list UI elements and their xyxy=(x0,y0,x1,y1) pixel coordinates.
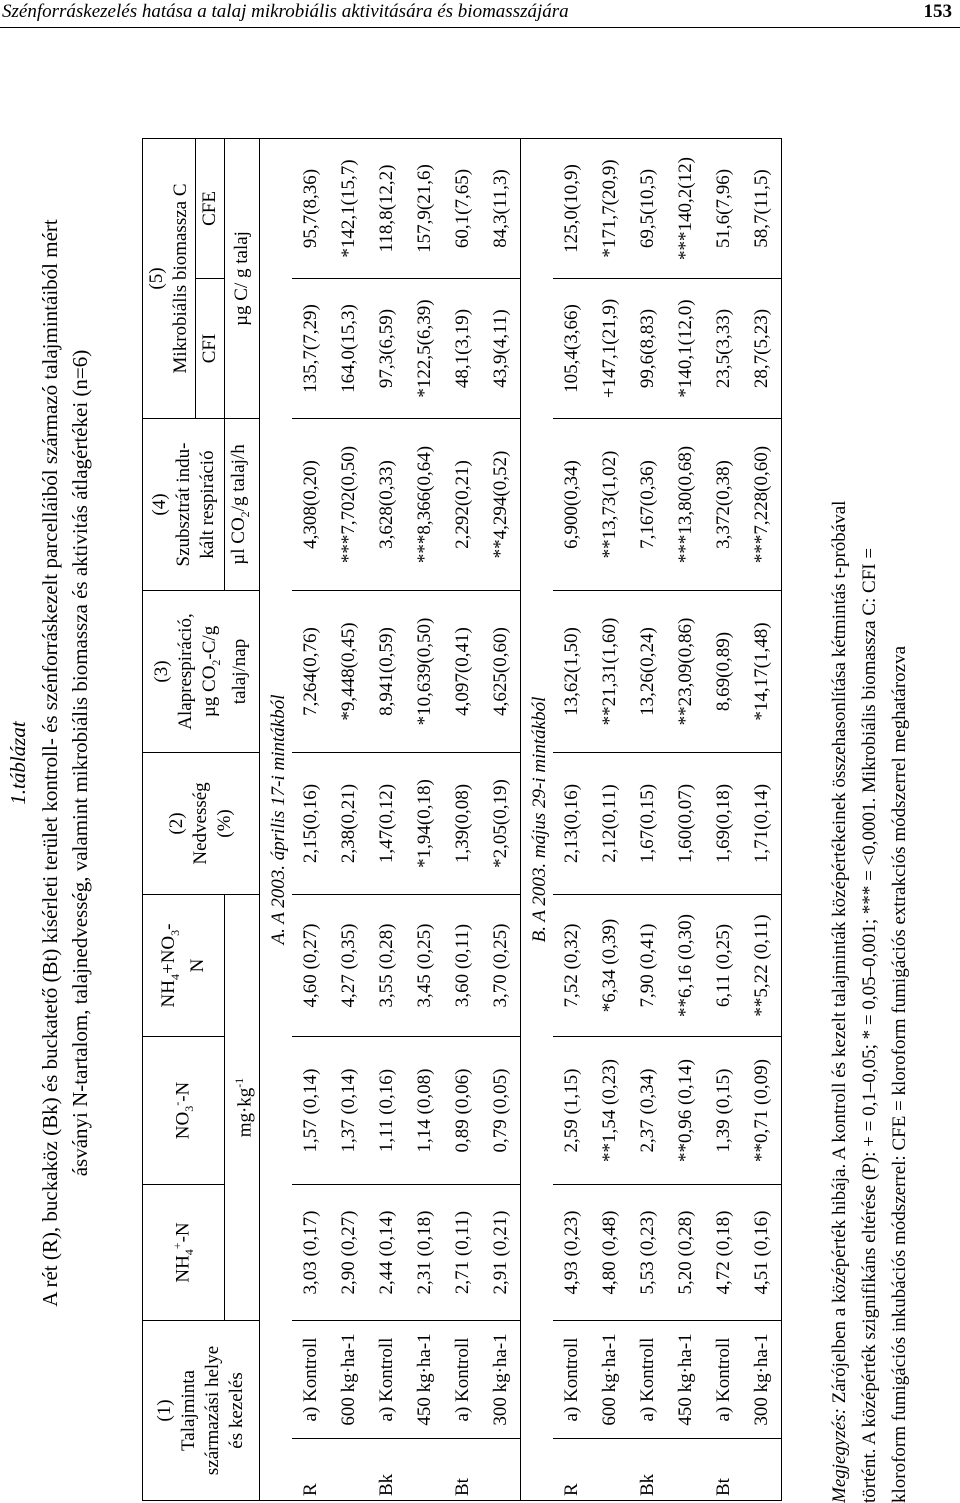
table-cell: 118,8(12,2) xyxy=(368,138,406,278)
table-cell: 1,60(0,07) xyxy=(667,752,705,894)
rotated-table-page xyxy=(0,23,960,1503)
table-cell: 4,625(0,60) xyxy=(482,590,521,752)
header-sample-origin: (1) Talajminta származási helye és kezelés xyxy=(143,1320,260,1500)
header-moisture: (2) Nedvesség (%) xyxy=(143,752,260,894)
table-cell: 4,80 (0,48) xyxy=(591,1184,629,1320)
table-cell: *14,17(1,48) xyxy=(743,590,782,752)
table-cell: 2,12(0,11) xyxy=(591,752,629,894)
table-cell: 5,20 (0,28) xyxy=(667,1184,705,1320)
header-nh4-no3-n: $NH_4+NO_3-$ N xyxy=(143,894,225,1036)
table-cell: 7,90 (0,41) xyxy=(629,894,667,1036)
table-row xyxy=(743,138,782,1500)
table-row xyxy=(591,138,629,1500)
table-cell: 2,31 (0,18) xyxy=(406,1184,444,1320)
table-caption-line-2: ásványi N-tartalom, talajnedvesség, valamint mikrobiális biomassza és aktivitás átlagértékei (n=6) xyxy=(68,349,92,1177)
table-cell: 3,55 (0,28) xyxy=(368,894,406,1036)
table-cell: **21,31(1,60) xyxy=(591,590,629,752)
table-cell: 1,71(0,14) xyxy=(743,752,782,894)
table-cell: *6,34 (0,39) xyxy=(591,894,629,1036)
table-cell: a) Kontroll xyxy=(368,1320,406,1438)
table-cell: 23,5(3,33) xyxy=(705,278,743,418)
table-cell: 157,9(21,6) xyxy=(406,138,444,278)
table-cell: 99,6(8,83) xyxy=(629,278,667,418)
table-cell: 69,5(10,5) xyxy=(629,138,667,278)
header-unit-mgkg: $mg\cdot kg^{-1}$ xyxy=(225,894,260,1320)
table-cell: *171,7(20,9) xyxy=(591,138,629,278)
table-cell: 1,57 (0,14) xyxy=(292,1036,330,1184)
data-table xyxy=(142,138,782,1501)
table-cell: 450 kg·ha-1 xyxy=(667,1320,705,1438)
note-line-1: Zárójelben a középérték hibája. A kontroll és kezelt talajminták középértékeinek összehasonlítása kétmintás t-próbával xyxy=(829,500,850,1409)
table-cell: *142,1(15,7) xyxy=(330,138,368,278)
table-cell: 48,1(3,19) xyxy=(444,278,482,418)
table-cell: *9,448(0,45) xyxy=(330,590,368,752)
table-cell: 28,7(5,23) xyxy=(743,278,782,418)
table-cell: 4,72 (0,18) xyxy=(705,1184,743,1320)
table-cell: 2,59 (1,15) xyxy=(553,1036,591,1184)
table-cell: 13,62(1,50) xyxy=(553,590,591,752)
running-header-title: Szénforráskezelés hatása a talaj mikrobiális aktivitására és biomasszájára xyxy=(2,1,569,22)
section-title: B. A 2003. május 29-i mintákból xyxy=(521,138,554,1500)
table-cell: 1,14 (0,08) xyxy=(406,1036,444,1184)
table-caption-line-1: A rét (R), buckaköz (Bk) és buckatető (Bt) kísérleti terület kontroll- és szénforráskezelt parcelláiból származó talajmintáiból mért xyxy=(38,219,62,1307)
table-cell: 600 kg·ha-1 xyxy=(591,1320,629,1438)
header-basal-respiration: (3) Alaprespiráció, µg $CO_2-C/g$ talaj/nap xyxy=(143,590,260,752)
table-cell: a) Kontroll xyxy=(444,1320,482,1438)
table-cell: 7,52 (0,32) xyxy=(553,894,591,1036)
table-cell: **5,22 (0,11) xyxy=(743,894,782,1036)
table-row xyxy=(406,138,444,1500)
table-row xyxy=(482,138,521,1500)
table-cell: 6,11 (0,25) xyxy=(705,894,743,1036)
table-cell: R xyxy=(292,1439,330,1501)
table-cell: ***7,702(0,50) xyxy=(330,418,368,590)
note-label: Megjegyzés: xyxy=(829,1408,850,1503)
table-cell: 4,51 (0,16) xyxy=(743,1184,782,1320)
table-cell: ***7,228(0,60) xyxy=(743,418,782,590)
table-cell: 105,4(3,66) xyxy=(553,278,591,418)
table-cell: 2,91 (0,21) xyxy=(482,1184,521,1320)
table-cell: 8,941(0,59) xyxy=(368,590,406,752)
table-cell: 7,264(0,76) xyxy=(292,590,330,752)
table-cell xyxy=(591,1439,629,1501)
table-cell: ***140,2(12) xyxy=(667,138,705,278)
table-cell: a) Kontroll xyxy=(553,1320,591,1438)
table-cell: 4,308(0,20) xyxy=(292,418,330,590)
section-title-row xyxy=(521,138,554,1500)
table-cell: 95,7(8,36) xyxy=(292,138,330,278)
table-cell: 1,39(0,08) xyxy=(444,752,482,894)
table-cell: 1,67(0,15) xyxy=(629,752,667,894)
section-title-row xyxy=(260,138,293,1500)
table-cell: 2,13(0,16) xyxy=(553,752,591,894)
table-row xyxy=(368,138,406,1500)
table-cell: **13,73(1,02) xyxy=(591,418,629,590)
table-row xyxy=(705,138,743,1500)
table-cell: 4,60 (0,27) xyxy=(292,894,330,1036)
table-cell: **23,09(0,86) xyxy=(667,590,705,752)
header-unit-co2: µl $CO_2/g$ talaj/h xyxy=(225,418,260,590)
table-cell: 135,7(7,29) xyxy=(292,278,330,418)
table-cell: 164,0(15,3) xyxy=(330,278,368,418)
header-cfi: CFI xyxy=(196,278,225,418)
table-row xyxy=(667,138,705,1500)
table-row xyxy=(292,138,330,1500)
table-cell: 300 kg·ha-1 xyxy=(743,1320,782,1438)
table-cell: 43,9(4,11) xyxy=(482,278,521,418)
table-cell: +147,1(21,9) xyxy=(591,278,629,418)
header-nh4-n: $NH_4^+-N$ xyxy=(143,1184,225,1320)
table-cell: 3,372(0,38) xyxy=(705,418,743,590)
table-cell: Bk xyxy=(368,1439,406,1501)
header-microbial-biomass: (5) Mikrobiális biomassza C xyxy=(143,138,196,418)
table-cell: 60,1(7,65) xyxy=(444,138,482,278)
table-cell: 600 kg·ha-1 xyxy=(330,1320,368,1438)
table-cell: **0,71 (0,09) xyxy=(743,1036,782,1184)
table-cell: 51,6(7,96) xyxy=(705,138,743,278)
table-cell: 84,3(11,3) xyxy=(482,138,521,278)
table-row xyxy=(444,138,482,1500)
table-cell xyxy=(330,1439,368,1501)
table-cell xyxy=(743,1439,782,1501)
note-line-2: történt. A középérték szignifikáns eltérése (P): + = 0,1–0,05; * = 0,05–0,001; *** = <0,0001. Mikrobiális biomassza C: CFI = xyxy=(859,547,880,1503)
header-cfe: CFE xyxy=(196,138,225,278)
table-cell: 0,79 (0,05) xyxy=(482,1036,521,1184)
table-cell: *122,5(6,39) xyxy=(406,278,444,418)
table-cell: 2,90 (0,27) xyxy=(330,1184,368,1320)
table-cell: 13,26(0,24) xyxy=(629,590,667,752)
table-cell: ***13,80(0,68) xyxy=(667,418,705,590)
table-label: 1.táblázat xyxy=(6,721,30,805)
table-cell: 3,628(0,33) xyxy=(368,418,406,590)
table-cell: 6,900(0,34) xyxy=(553,418,591,590)
table-row xyxy=(553,138,591,1500)
table-cell: 1,69(0,18) xyxy=(705,752,743,894)
table-cell: Bt xyxy=(444,1439,482,1501)
table-cell: *1,94(0,18) xyxy=(406,752,444,894)
table-cell: 5,53 (0,23) xyxy=(629,1184,667,1320)
table-cell: 2,71 (0,11) xyxy=(444,1184,482,1320)
table-note xyxy=(825,23,915,1503)
table-cell: 125,0(10,9) xyxy=(553,138,591,278)
table-cell: a) Kontroll xyxy=(629,1320,667,1438)
table-cell: 3,60 (0,11) xyxy=(444,894,482,1036)
table-cell xyxy=(406,1439,444,1501)
table-cell: 4,93 (0,23) xyxy=(553,1184,591,1320)
table-cell: **4,294(0,52) xyxy=(482,418,521,590)
header-no3-n: $NO_3^--N$ xyxy=(143,1036,225,1184)
table-cell: 2,292(0,21) xyxy=(444,418,482,590)
table-cell: Bt xyxy=(705,1439,743,1501)
table-cell xyxy=(482,1439,521,1501)
table-cell: **6,16 (0,30) xyxy=(667,894,705,1036)
table-cell: a) Kontroll xyxy=(292,1320,330,1438)
table-cell: 3,45 (0,25) xyxy=(406,894,444,1036)
note-line-3: kloroform fumigációs inkubációs módszerrel: CFE = kloroform fumigációs extrakciós módszerrel meghatározva xyxy=(889,645,910,1503)
table-cell: 300 kg·ha-1 xyxy=(482,1320,521,1438)
table-cell: *2,05(0,19) xyxy=(482,752,521,894)
header-sir: (4) Szubsztrát indu- kált respiráció xyxy=(143,418,225,590)
table-cell: 450 kg·ha-1 xyxy=(406,1320,444,1438)
page-number: 153 xyxy=(923,1,952,22)
table-cell: 2,38(0,21) xyxy=(330,752,368,894)
table-cell: R xyxy=(553,1439,591,1501)
table-cell: *140,1(12,0) xyxy=(667,278,705,418)
section-title: A. A 2003. április 17-i mintákból xyxy=(260,138,293,1500)
table-cell: 2,44 (0,14) xyxy=(368,1184,406,1320)
table-cell: 1,37 (0,14) xyxy=(330,1036,368,1184)
table-cell: **0,96 (0,14) xyxy=(667,1036,705,1184)
table-cell: 4,27 (0,35) xyxy=(330,894,368,1036)
header-row-1 xyxy=(143,138,196,1500)
table-cell: 2,37 (0,34) xyxy=(629,1036,667,1184)
table-cell: *10,639(0,50) xyxy=(406,590,444,752)
table-row xyxy=(330,138,368,1500)
table-cell: a) Kontroll xyxy=(705,1320,743,1438)
table-cell: 1,39 (0,15) xyxy=(705,1036,743,1184)
table-cell: 97,3(6,59) xyxy=(368,278,406,418)
table-cell: 7,167(0,36) xyxy=(629,418,667,590)
table-cell: 8,69(0,89) xyxy=(705,590,743,752)
table-cell: 58,7(11,5) xyxy=(743,138,782,278)
table-cell xyxy=(667,1439,705,1501)
table-row xyxy=(629,138,667,1500)
table-cell: 1,47(0,12) xyxy=(368,752,406,894)
table-cell: 1,11 (0,16) xyxy=(368,1036,406,1184)
table-cell: 4,097(0,41) xyxy=(444,590,482,752)
table-cell: **1,54 (0,23) xyxy=(591,1036,629,1184)
table-cell: ***8,366(0,64) xyxy=(406,418,444,590)
table-cell: Bk xyxy=(629,1439,667,1501)
table-cell: 2,15(0,16) xyxy=(292,752,330,894)
header-unit-ugc: µg C/ g talaj xyxy=(225,138,260,418)
table-cell: 3,03 (0,17) xyxy=(292,1184,330,1320)
table-cell: 3,70 (0,25) xyxy=(482,894,521,1036)
table-cell: 0,89 (0,06) xyxy=(444,1036,482,1184)
